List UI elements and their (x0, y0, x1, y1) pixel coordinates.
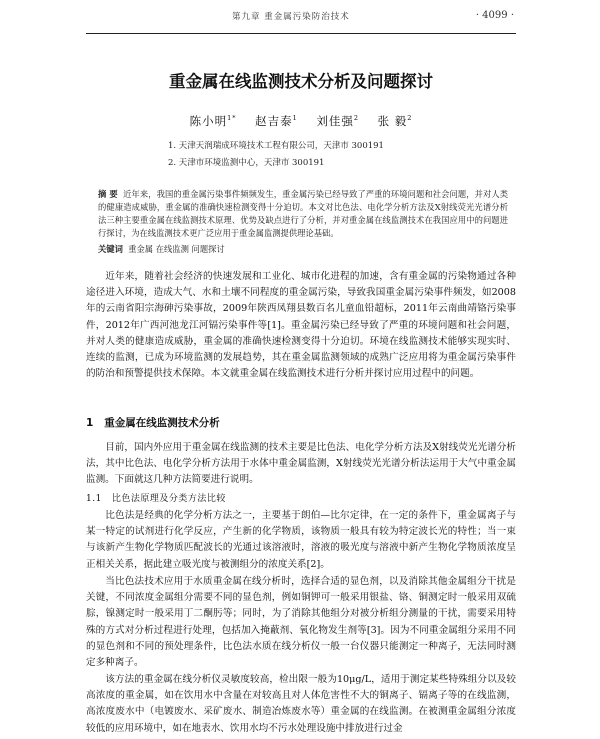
author-list (86, 113, 516, 129)
running-header-left: 第九章 重金属污染防治技术 (232, 12, 350, 22)
section-number: 1 (86, 417, 94, 429)
body-paragraph: 该方法的重金属在线分析仪灵敏度较高，检出限一般为10μg/L，适用于测定某些特殊组分以及较高浓度的重金属，如在饮用水中含量在对较高且对人体危害性不大的铜离子、镉离子等的在线监测，高浓度废水中（电镀废水、采矿废水、制造冶炼废水等）重金属的在线监测。在被测重金属组分浓度较低的应用环境中，如在地表水、饮用水均不污水处理设施中排放进行过金 (86, 674, 516, 734)
section-title: 重金属在线监测技术分析 (104, 417, 220, 429)
author-affil-mark: 1* (227, 114, 237, 123)
author-name: 张 毅 (377, 114, 408, 128)
keywords (98, 243, 508, 255)
affiliation-1: 1. 天津天润瑞成环境技术工程有限公司，天津市 300191 (168, 141, 384, 151)
subsection-heading (86, 491, 516, 504)
body-paragraph: 比色法是经典的化学分析方法之一，主要基于朗伯—比尔定律，在一定的条件下，重金属离子与某一特定的试剂进行化学反应，产生新的化学物质，该物质一般具有较为特定波长光的特性；当一束与该新产生物化学物质匹配波长的光通过该溶液时，溶液的吸光度与溶液中新产生物化学物质浓度呈正相关关系，据此建立吸光度与被测组分的浓度关系[2]。 (86, 510, 516, 570)
header-rule (86, 33, 516, 34)
author-name: 刘佳强 (316, 114, 354, 128)
keywords-text: 重金属 在线监测 问题探讨 (128, 244, 225, 254)
abstract-label: 摘 要 (98, 189, 118, 199)
abstract (98, 188, 508, 240)
affiliation-2: 2. 天津市环境监测中心，天津市 300191 (168, 158, 325, 168)
intro-paragraph: 近年来，随着社会经济的快速发展和工业化、城市化进程的加速，含有重金属的污染物通过各种途径进入环境，造成大气、水和土壤不同程度的重金属污染，导致我国重金属污染事件频发，如2008年的云南省阳宗海砷污染事故，2009年陕西凤翔县数百名儿童血铅超标，2011年云南曲靖铬污染事件，2012年广西河池龙江河镉污染事件等[1]。重金属污染已经导致了严重的环境问题和社会问题，并对人类的健康造成威胁，重金属的准确快速检测变得十分迫切。环境在线监测技术能够实现实时、连续的监测，已成为环境监测的发展趋势，其在重金属监测领域的成熟广泛应用将为重金属污染事件的防治和预警提供技术保障。本文就重金属在线监测技术进行分析并探讨应用过程中的问题。 (86, 271, 516, 380)
subsection-number: 1.1 (86, 494, 102, 504)
author-affil-mark: 1 (292, 114, 298, 123)
body-paragraph: 当比色法技术应用于水质重金属在线分析时，选择合适的显色剂，以及消除其他金属组分干扰是关键，不同浓度金属组分需要不同的显色剂，例如铜钾可一般采用银盐、铬、铜测定时一般采用双硫腙，镍测定时一般采用丁二酮肟等；同时，为了消除其他组分对被分析组分测量的干扰，需要采用特殊的方式对分析过程进行处理，包括加入掩蔽剂、氧化物发生剂等[3]。因为不同重金属组分采用不同的显色剂和不同的预处理条件，比色法水质在线分析仪一般一台仪器只能测定一种离子，无法同时测定多种离子。 (86, 576, 516, 669)
abstract-text: 近年来，我国的重金属污染事件频频发生，重金属污染已经导致了严重的环境问题和社会问题，并对人类的健康造成威胁，重金属的准确快速检测变得十分迫切。本文对比色法、电化学分析方法及X射线荧光光谱分析法三种主要重金属在线监测技术原理、优势及缺点进行了分析，并对重金属在线监测技术在我国应用中的问题进行探讨，为在线监测技术更广泛应用于重金属监测提供理论基础。 (98, 189, 508, 238)
keywords-label: 关键词 (98, 244, 123, 254)
author-name: 陈小明 (189, 114, 228, 128)
page-number: · 4099 · (475, 10, 514, 21)
section-paragraph: 目前，国内外应用于重金属在线监测的技术主要是比色法、电化学分析方法及X射线荧光光谱分析法，其中比色法、电化学分析方法用于水体中重金属监测，X射线荧光光谱分析法运用于大气中重金属监测。下面就这几种方法简要进行说明。 (86, 442, 516, 486)
author-affil-mark: 2 (407, 114, 413, 123)
author-name: 赵吉泰 (255, 114, 293, 128)
section-heading (86, 415, 516, 430)
paper-title: 重金属在线监测技术分析及问题探讨 (169, 72, 433, 91)
subsection-title: 比色法原理及分类方法比较 (111, 494, 226, 504)
author-affil-mark: 2 (353, 114, 359, 123)
